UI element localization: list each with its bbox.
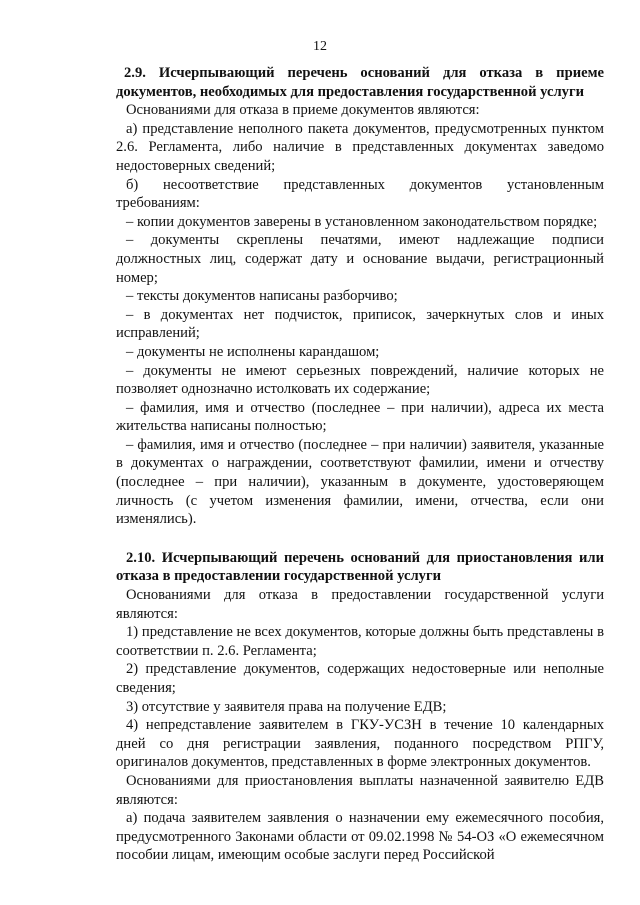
- paragraph: Основаниями для отказа в предоставлении государственной услуги являются:: [116, 587, 604, 622]
- list-item: а) подача заявителем заявления о назначении ему ежемесячного пособия, предусмотренного Законами области от 09.02.1998 № 54-ОЗ «О ежемесячном пособии лицам, имеющим особые заслуги перед Российской: [116, 810, 604, 864]
- list-item: – в документах нет подчисток, приписок, зачеркнутых слов и иных исправлений;: [116, 306, 604, 342]
- list-item: – документы не исполнены карандашом;: [126, 343, 380, 360]
- list-item: – тексты документов написаны разборчиво;: [126, 288, 398, 305]
- section-heading: 2.10. Исчерпывающий перечень оснований для приостановления или отказа в предоставлении государственной услуги: [116, 549, 604, 585]
- paragraph: Основаниями для отказа в приеме документов являются:: [126, 102, 480, 119]
- list-item: – фамилия, имя и отчество (последнее – при наличии), адреса их места жительства написаны полностью;: [116, 399, 604, 435]
- paragraph: б) несоответствие представленных документов установленным требованиям:: [116, 176, 604, 212]
- section-heading: 2.9. Исчерпывающий перечень оснований для отказа в приеме документов, необходимых для предоставления государственной услуги: [116, 65, 604, 100]
- list-item: 4) непредставление заявителем в ГКУ-УСЗН в течение 10 календарных дней со дня регистрации заявления, поданного посредством РПГУ, оригиналов документов, представленных в форме электронных документов.: [116, 717, 604, 771]
- list-item: – документы скреплены печатями, имеют надлежащие подписи должностных лиц, содержат дату и основание выдачи, регистрационный номер;: [116, 232, 604, 286]
- paragraph: а) представление неполного пакета документов, предусмотренных пунктом 2.6. Регламента, либо наличие в представленных документах заведомо недостоверных сведений;: [116, 120, 604, 174]
- list-item: – документы не имеют серьезных повреждений, наличие которых не позволяет однозначно истолковать их содержание;: [116, 362, 604, 398]
- section-2-10: [116, 549, 604, 865]
- paragraph: Основаниями для приостановления выплаты назначенной заявителю ЕДВ являются:: [116, 772, 604, 808]
- list-item: 3) отсутствие у заявителя права на получение ЕДВ;: [126, 698, 447, 715]
- list-item: 1) представление не всех документов, которые должны быть представлены в соответствии п. 2.6. Регламента;: [116, 624, 604, 659]
- list-item: 2) представление документов, содержащих недостоверные или неполные сведения;: [116, 661, 604, 696]
- document-body: [116, 64, 604, 865]
- list-item: – фамилия, имя и отчество (последнее – при наличии) заявителя, указанные в документах о награждении, соответствуют фамилии, имени и отчеству (последнее – при наличии), указанным в документе, удостоверяющем личность (с учетом изменения фамилии, имени, отчества, если они изменялись).: [116, 436, 604, 528]
- page-number: 12: [313, 39, 327, 54]
- section-2-9: [116, 64, 604, 529]
- list-item: – копии документов заверены в установленном законодательством порядке;: [126, 213, 598, 230]
